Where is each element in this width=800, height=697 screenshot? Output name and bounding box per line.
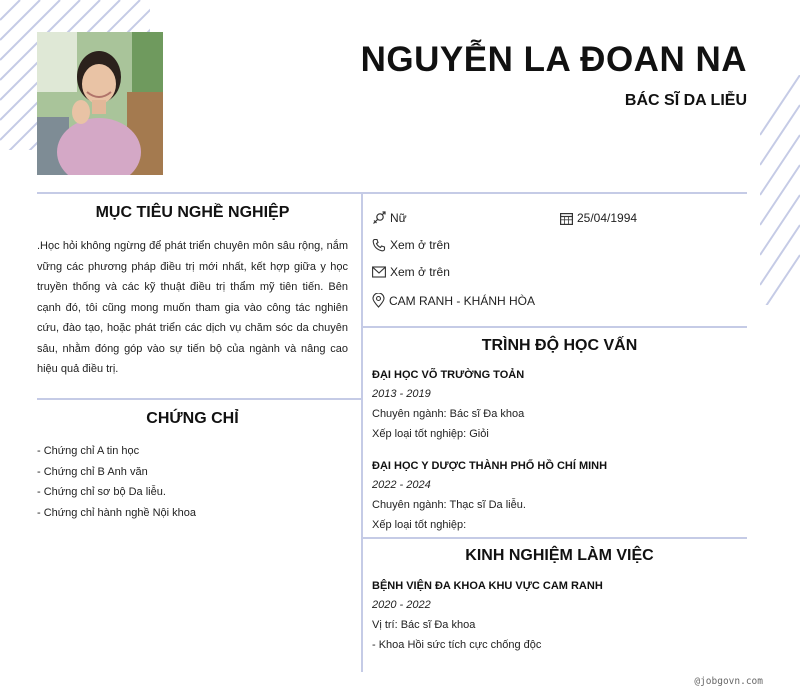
divider-top xyxy=(37,192,747,194)
divider-right-education xyxy=(361,326,747,328)
education-school: ĐẠI HỌC VÕ TRƯỜNG TOẢN xyxy=(372,369,525,381)
education-school: ĐẠI HỌC Y DƯỢC THÀNH PHỐ HỒ CHÍ MINH xyxy=(372,460,608,472)
address-value: CAM RANH - KHÁNH HÒA xyxy=(389,293,536,308)
email-value: Xem ở trên xyxy=(390,265,450,279)
phone-row xyxy=(372,238,450,252)
education-item xyxy=(372,366,742,444)
certificate-item: - Chứng chỉ sơ bộ Da liễu. xyxy=(37,486,166,499)
birthday-value: 25/04/1994 xyxy=(577,211,638,225)
decorative-stripes-right xyxy=(760,75,800,305)
phone-value: Xem ở trên xyxy=(390,238,450,252)
profile-photo xyxy=(37,32,163,175)
birthday-row xyxy=(560,211,637,225)
gender-value: Nữ xyxy=(390,211,407,225)
gender-icon xyxy=(372,211,386,225)
experience-item xyxy=(372,577,742,655)
certificates-list xyxy=(37,441,337,524)
education-major: Chuyên ngành: Thạc sĩ Da liễu. xyxy=(372,499,526,511)
gender-row xyxy=(372,211,407,225)
objective-text: .Học hỏi không ngừng để phát triển chuyên môn sâu rộng, nắm vững các phương pháp điều trị mới nhất, kết hợp giữa y học truyền thống và các kỹ thuật điều trị thẩm mỹ tiên tiến. Bên cạnh đó, tôi cũng mong muốn tham gia vào công tác nghiên cứu, đào tạo, hoặc phát triển các dịch vụ chăm sóc da chuyên sâu, nhằm đóng góp vào sự tiến bộ của ngành và nâng cao hiệu quả điều trị. xyxy=(37,240,348,375)
experience-detail: - Khoa Hồi sức tích cực chống độc xyxy=(372,639,542,651)
divider-left-middle xyxy=(37,398,361,400)
education-rank: Xếp loại tốt nghiệp: Giỏi xyxy=(372,428,489,440)
mail-icon xyxy=(372,266,386,278)
certificate-item: - Chứng chỉ B Anh văn xyxy=(37,465,148,478)
experience-title: KINH NGHIỆM LÀM VIỆC xyxy=(465,547,654,564)
candidate-name: NGUYỄN LA ĐOAN NA xyxy=(360,40,747,79)
calendar-icon xyxy=(560,212,573,225)
certificate-item: - Chứng chỉ A tin học xyxy=(37,445,140,457)
education-period: 2022 - 2024 xyxy=(372,479,431,491)
divider-vertical xyxy=(361,192,363,672)
experience-period: 2020 - 2022 xyxy=(372,599,431,611)
watermark: @jobgovn.com xyxy=(694,676,763,687)
address-row xyxy=(372,293,535,308)
phone-icon xyxy=(372,238,386,252)
email-row xyxy=(372,265,450,279)
experience-company: BỆNH VIỆN ĐA KHOA KHU VỰC CAM RANH xyxy=(372,580,603,592)
education-item xyxy=(372,457,742,535)
education-title: TRÌNH ĐỘ HỌC VẤN xyxy=(481,337,638,354)
objective-title: MỤC TIÊU NGHỀ NGHIỆP xyxy=(95,204,290,221)
education-major: Chuyên ngành: Bác sĩ Đa khoa xyxy=(372,408,525,420)
divider-right-experience xyxy=(361,537,747,539)
education-period: 2013 - 2019 xyxy=(372,388,431,400)
job-title: BÁC SĨ DA LIỄU xyxy=(624,92,747,109)
certificate-item: - Chứng chỉ hành nghề Nội khoa xyxy=(37,507,197,520)
location-pin-icon xyxy=(372,293,385,308)
certificates-title: CHỨNG CHỈ xyxy=(146,410,239,427)
education-rank: Xếp loại tốt nghiệp: xyxy=(372,519,467,531)
experience-position: Vị trí: Bác sĩ Đa khoa xyxy=(372,619,476,631)
